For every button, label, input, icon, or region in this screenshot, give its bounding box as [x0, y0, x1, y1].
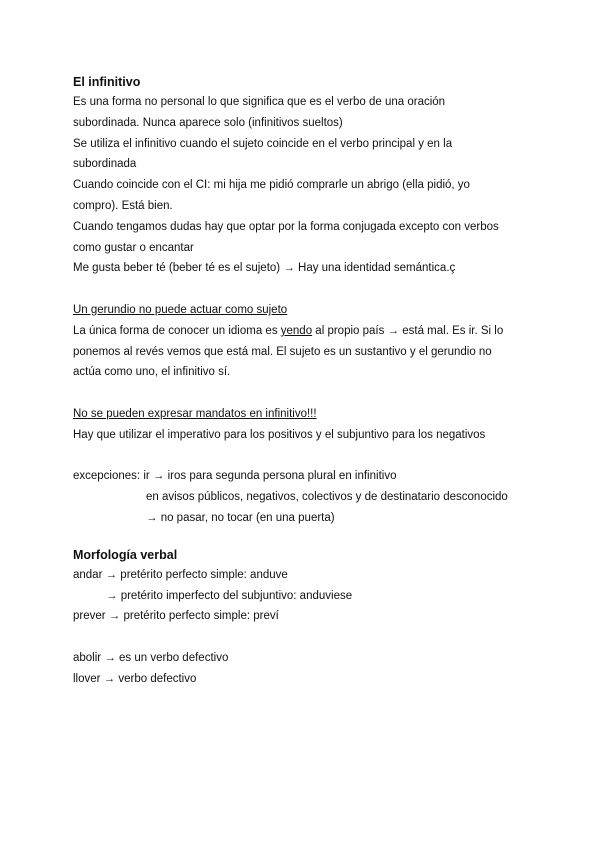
text-line-indented: → pretérito imperfecto del subjuntivo: anduviese [106, 589, 353, 602]
text-line: abolir → es un verbo defectivo [73, 651, 229, 664]
text-line: Cuando tengamos dudas hay que optar por la forma conjugada excepto con verbos [73, 220, 499, 233]
text-line: Me gusta beber té (beber té es el sujeto) → Hay una identidad semántica.ç [73, 262, 456, 275]
text-line-indented: en avisos públicos, negativos, colectivos y de destinatario desconocido [146, 491, 508, 504]
text-line: subordinada [73, 158, 137, 171]
document-content [73, 72, 533, 690]
underlined-word: yendo [280, 324, 313, 337]
gerundio-heading: Un gerundio no puede actuar como sujeto [73, 303, 288, 316]
blank-line [73, 383, 533, 404]
blank-line [73, 279, 533, 300]
text-span: al propio país → está mal. Es ir. Si lo [312, 324, 504, 337]
text-line: Hay que utilizar el imperativo para los positivos y el subjuntivo para los negativos [73, 428, 486, 441]
text-line: como gustar o encantar [73, 241, 194, 254]
text-line [73, 321, 533, 342]
text-line-indented: → no pasar, no tocar (en una puerta) [146, 511, 335, 524]
text-line: prever → pretérito perfecto simple: preví [73, 610, 279, 623]
section-title-morfologia: Morfología verbal [73, 547, 178, 562]
text-line: subordinada. Nunca aparece solo (infinitivos sueltos) [73, 116, 343, 129]
text-line: andar → pretérito perfecto simple: anduve [73, 568, 288, 581]
text-line: Cuando coincide con el CI: mi hija me pidió comprarle un abrigo (ella pidió, yo [73, 179, 470, 192]
blank-line [73, 529, 533, 545]
blank-line [73, 446, 533, 467]
text-line: llover → verbo defectivo [73, 672, 197, 685]
text-line: Se utiliza el infinitivo cuando el sujeto coincide en el verbo principal y en la [73, 137, 453, 150]
text-line: ponemos al revés vemos que está mal. El sujeto es un sustantivo y el gerundio no [73, 345, 492, 358]
section-title-infinitivo: El infinitivo [73, 75, 141, 89]
text-line: actúa como uno, el infinitivo sí. [73, 366, 231, 379]
blank-line [73, 627, 533, 648]
text-line: compro). Está bien. [73, 199, 173, 212]
text-span: La única forma de conocer un idioma es [73, 324, 281, 337]
mandatos-heading: No se pueden expresar mandatos en infinitivo!!! [73, 407, 317, 420]
text-line: Es una forma no personal lo que significa que es el verbo de una oración [73, 96, 446, 108]
text-line: excepciones: ir → iros para segunda persona plural en infinitivo [73, 470, 397, 483]
